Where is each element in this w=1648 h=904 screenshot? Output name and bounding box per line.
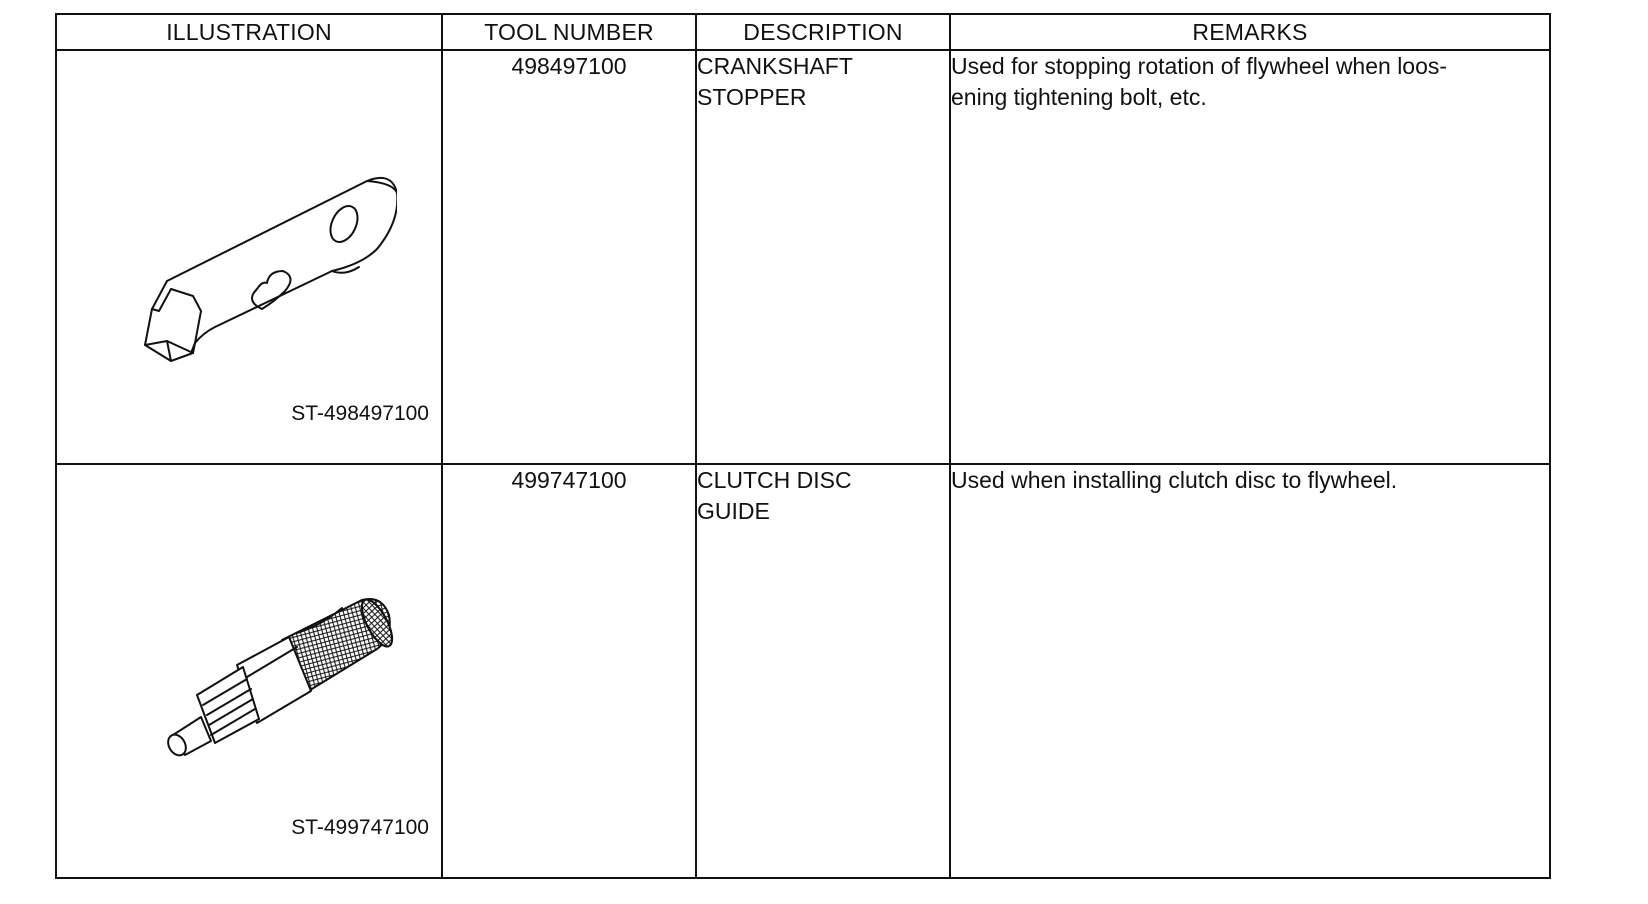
illustration-label: ST-499747100 [291,816,429,839]
remarks-cell [950,50,1550,464]
description-line: STOPPER [697,84,807,110]
header-remarks: REMARKS [950,14,1550,50]
illustration-cell [56,50,442,464]
description-cell [696,464,950,878]
description-cell [696,50,950,464]
tool-number-cell: 498497100 [442,50,696,464]
remarks-line: Used when installing clutch disc to flywheel. [951,467,1398,493]
special-tools-table [55,13,1551,879]
remarks-line: ening tightening bolt, etc. [951,84,1207,110]
header-tool-number: TOOL NUMBER [442,14,696,50]
description-line: GUIDE [697,498,770,524]
tool-number-cell: 499747100 [442,464,696,878]
header-description: DESCRIPTION [696,14,950,50]
clutch-disc-guide-icon [97,545,397,815]
table-row [56,50,1550,464]
table-row [56,464,1550,878]
description-line: CRANKSHAFT [697,53,853,79]
header-illustration: ILLUSTRATION [56,14,442,50]
remarks-cell [950,464,1550,878]
remarks-line: Used for stopping rotation of flywheel when loos- [951,53,1448,79]
description-line: CLUTCH DISC [697,467,852,493]
illustration-label: ST-498497100 [291,402,429,425]
illustration-cell [56,464,442,878]
header-row [56,14,1550,50]
crankshaft-stopper-icon [97,131,397,401]
